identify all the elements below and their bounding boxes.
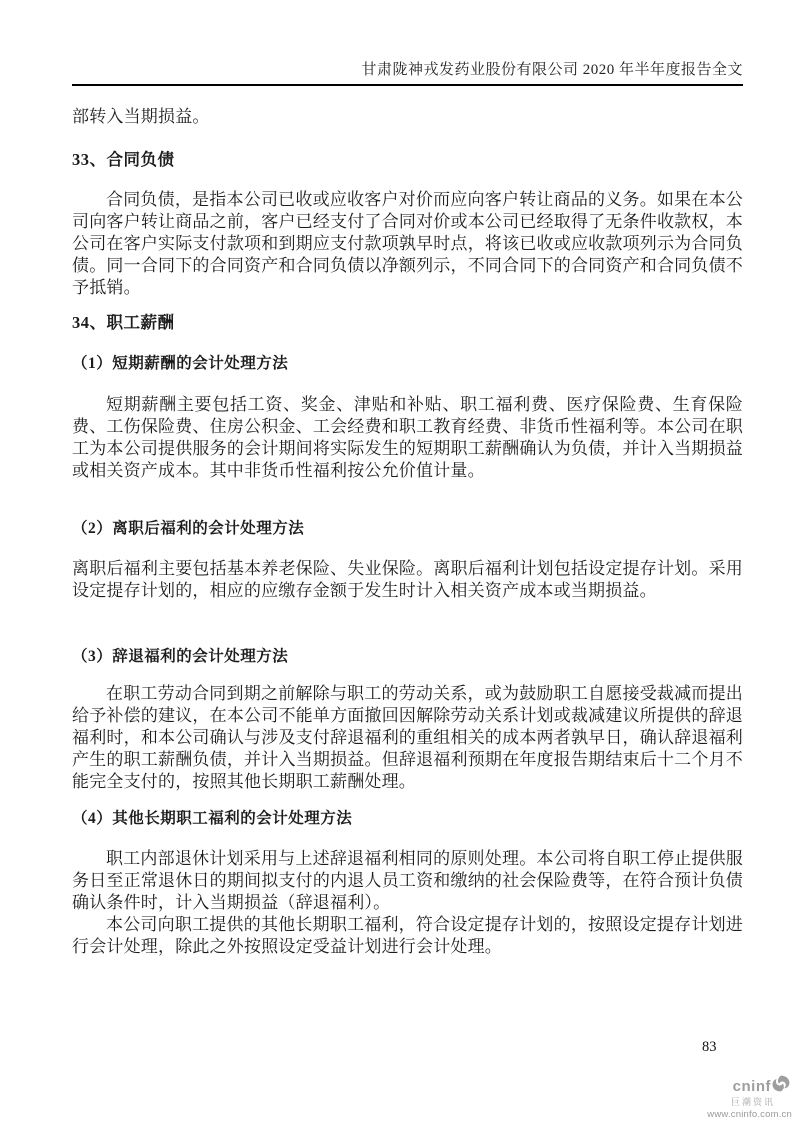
logo-chinese-name: 巨潮资讯 bbox=[730, 1097, 775, 1107]
heading-sub1-short-term: （1）短期薪酬的会计处理方法 bbox=[72, 355, 289, 372]
heading-34-employee-compensation: 34、职工薪酬 bbox=[72, 313, 175, 332]
header-title: 甘肃陇神戎发药业股份有限公司 2020 年半年度报告全文 bbox=[361, 62, 743, 78]
swirl-icon bbox=[772, 1075, 790, 1097]
logo-brand-row bbox=[704, 1075, 792, 1097]
paragraph-other-long-term-2: 本公司向职工提供的其他长期职工福利，符合设定提存计划的，按照设定提存计划进行会计处理，除此之外按照设定受益计划进行会计处理。 bbox=[72, 915, 743, 956]
paragraph-short-term: 短期薪酬主要包括工资、奖金、津贴和补贴、职工福利费、医疗保险费、生育保险费、工伤保险费、住房公积金、工会经费和职工教育经费、非货币性福利等。本公司在职工为本公司提供服务的会计期间将实际发生的短期职工薪酬确认为负债，并计入当期损益或相关资产成本。其中非货币性福利按公允价值计量。 bbox=[72, 395, 743, 480]
heading-33-contract-liabilities: 33、合同负债 bbox=[72, 150, 175, 169]
paragraph-contract-liabilities: 合同负债，是指本公司已收或应收客户对价而应向客户转让商品的义务。如果在本公司向客户转让商品之前，客户已经支付了合同对价或本公司已经取得了无条件收款权，本公司在客户实际支付款项和到期应支付款项孰早时点，将该已收或应收款项列示为合同负债。同一合同下的合同资产和合同负债以净额列示，不同合同下的合同资产和合同负债不予抵销。 bbox=[72, 190, 743, 297]
paragraph-other-long-term-1: 职工内部退休计划采用与上述辞退福利相同的原则处理。本公司将自职工停止提供服务日至正常退休日的期间拟支付的内退人员工资和缴纳的社会保险费等，在符合预计负债确认条件时，计入当期损益（辞退福利）。 bbox=[72, 849, 743, 912]
cninfo-logo bbox=[704, 1075, 792, 1120]
paragraph-termination-benefits: 在职工劳动合同到期之前解除与职工的劳动关系，或为鼓励职工自愿接受裁减而提出给予补偿的建议，在本公司不能单方面撤回因解除劳动关系计划或裁减建议所提供的辞退福利时，和本公司确认与涉及支付辞退福利的重组相关的成本两者孰早日，确认辞退福利产生的职工薪酬负债，并计入当期损益。但辞退福利预期在年度报告期结束后十二个月不能完全支付的，按照其他长期职工薪酬处理。 bbox=[72, 684, 743, 791]
page-header bbox=[72, 0, 743, 86]
paragraph-post-employment: 离职后福利主要包括基本养老保险、失业保险。离职后福利计划包括设定提存计划。采用设定提存计划的，相应的应缴存金额于发生时计入相关资产成本或当期损益。 bbox=[72, 559, 743, 600]
logo-url: www.cninfo.com.cn bbox=[707, 1109, 792, 1120]
lead-paragraph: 部转入当期损益。 bbox=[72, 107, 210, 126]
logo-brand-text: cninf bbox=[732, 1077, 771, 1095]
heading-sub3-termination-benefits: （3）辞退福利的会计处理方法 bbox=[72, 648, 289, 665]
page-number: 83 bbox=[702, 1039, 717, 1055]
page-content bbox=[72, 106, 743, 958]
heading-sub2-post-employment: （2）离职后福利的会计处理方法 bbox=[72, 520, 305, 537]
heading-sub4-other-long-term: （4）其他长期职工福利的会计处理方法 bbox=[72, 810, 353, 827]
